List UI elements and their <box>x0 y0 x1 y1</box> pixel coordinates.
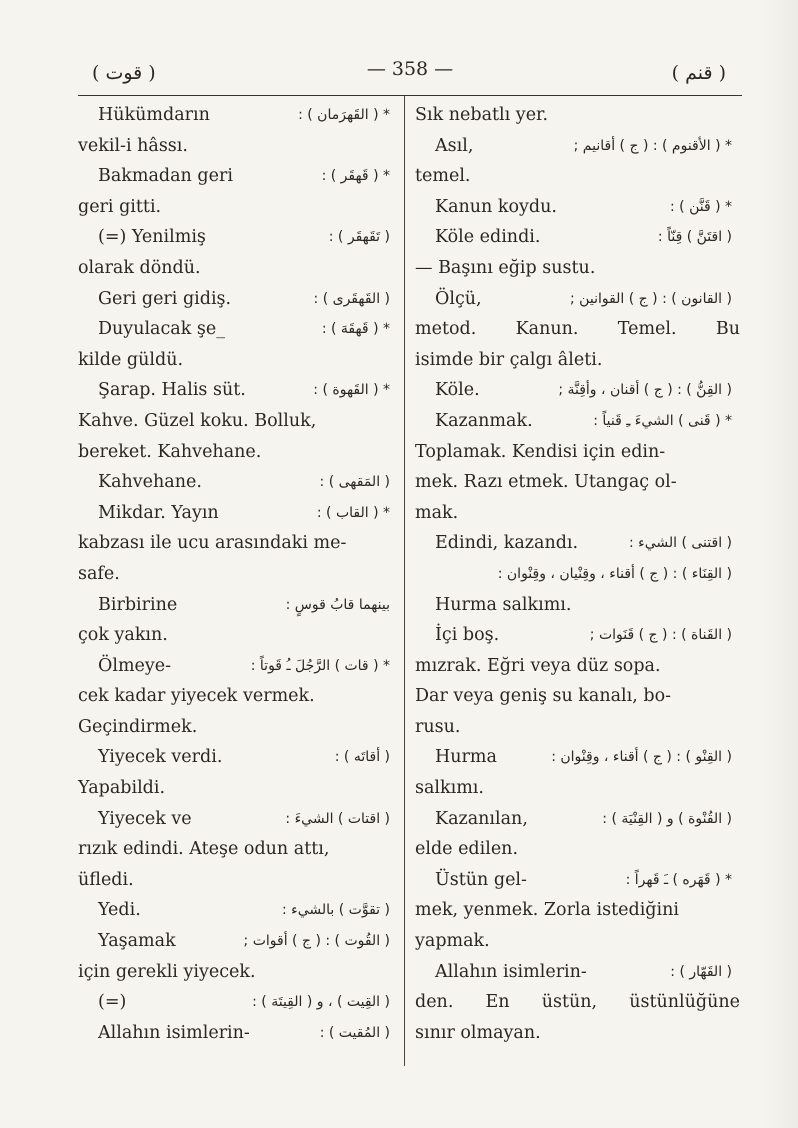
dictionary-line <box>415 865 740 896</box>
dictionary-line <box>415 957 740 988</box>
turkish-definition: elde edilen. <box>415 839 519 860</box>
turkish-definition: (=) Yenilmiş <box>98 227 206 248</box>
dictionary-line <box>78 192 398 223</box>
dictionary-line <box>78 406 398 437</box>
turkish-definition: kilde güldü. <box>78 349 184 370</box>
dictionary-line <box>78 345 398 376</box>
arabic-headword: ( القِنْو ) : ( ج ) أقناء ، وقِنْوان : <box>551 749 732 766</box>
turkish-definition: Köle. <box>435 380 480 401</box>
turkish-definition: Duyulacak şe_ <box>98 319 225 340</box>
turkish-definition: Ölmeye- <box>98 655 172 676</box>
turkish-definition: Kazanılan, <box>435 808 528 829</box>
turkish-definition: Hükümdarın <box>98 105 210 125</box>
turkish-definition: vekil-i hâssı. <box>78 135 188 156</box>
dictionary-line <box>415 1018 740 1049</box>
dictionary-line <box>78 498 398 529</box>
dictionary-line <box>415 192 740 223</box>
turkish-definition: Geçindirmek. <box>78 716 198 737</box>
turkish-definition: olarak döndü. <box>78 257 201 278</box>
turkish-definition: İçi boş. <box>435 625 500 646</box>
turkish-definition: sınır olmayan. <box>415 1022 541 1043</box>
turkish-definition: geri gitti. <box>78 196 162 217</box>
dictionary-line <box>78 865 398 896</box>
dictionary-line <box>415 284 740 315</box>
dictionary-line <box>415 926 740 957</box>
turkish-definition: çok yakın. <box>78 625 168 646</box>
turkish-definition: Allahın isimlerin- <box>98 1022 250 1043</box>
turkish-definition: Yedi. <box>98 900 141 921</box>
dictionary-line <box>78 375 398 406</box>
dictionary-line <box>415 100 740 131</box>
dictionary-line <box>78 987 398 1018</box>
turkish-definition: Sık nebatlı yer. <box>415 105 549 125</box>
dictionary-line <box>78 100 398 131</box>
dictionary-line <box>78 437 398 468</box>
arabic-headword: * ( القَهرَمان ) : <box>298 107 390 123</box>
dictionary-line <box>415 651 740 682</box>
arabic-headword: ( المُقيت ) : <box>319 1024 390 1041</box>
turkish-definition: Dar veya geniş su kanalı, bo- <box>415 686 672 707</box>
turkish-definition: Üstün gel- <box>435 869 527 890</box>
turkish-definition: bereket. Kahvehane. <box>78 441 262 462</box>
turkish-definition: Geri geri gidiş. <box>98 288 232 309</box>
dictionary-line <box>415 314 740 345</box>
turkish-definition: Yiyecek ve <box>98 808 192 829</box>
arabic-headword: * ( قَهَره ) ـَ قَهراً : <box>625 871 732 888</box>
dictionary-line <box>78 590 398 621</box>
arabic-headword: ( المَقهى ) : <box>319 474 390 491</box>
dictionary-line <box>78 222 398 253</box>
arabic-headword: ( القُنْوة ) و ( القِنْيَة ) : <box>602 810 732 827</box>
dictionary-line <box>415 467 740 498</box>
page-edge-shadow <box>764 0 798 1128</box>
dictionary-line <box>78 957 398 988</box>
turkish-definition: Asıl, <box>435 135 474 156</box>
turkish-definition: rızık edindi. Ateşe odun attı, <box>78 839 330 860</box>
dictionary-line <box>78 926 398 957</box>
dictionary-line <box>78 620 398 651</box>
arabic-headword: * ( القاب ) : <box>316 504 390 521</box>
turkish-definition: mek, yenmek. Zorla istediğini <box>415 900 679 921</box>
arabic-headword: * ( القَهوة ) : <box>313 382 390 399</box>
turkish-definition: den. En üstün, üstünlüğüne <box>415 992 740 1013</box>
turkish-definition: kabzası ile ucu arasındaki me- <box>78 533 347 554</box>
arabic-headword: * ( قَنى ) الشيءَ ـِ قَنياً : <box>593 412 732 429</box>
arabic-headword: * ( قَهقَهَ ) : <box>321 321 390 338</box>
dictionary-line <box>78 467 398 498</box>
dictionary-line <box>415 834 740 865</box>
dictionary-line <box>78 253 398 284</box>
turkish-definition: cek kadar yiyecek vermek. <box>78 686 315 707</box>
dictionary-line <box>78 742 398 773</box>
page-number: — 358 — <box>366 58 454 80</box>
dictionary-line <box>78 314 398 345</box>
turkish-definition: Toplamak. Kendisi için edin- <box>415 441 666 462</box>
turkish-definition: isimde bir çalgı âleti. <box>415 349 603 370</box>
dictionary-line <box>415 712 740 743</box>
dictionary-line <box>78 131 398 162</box>
dictionary-line <box>415 895 740 926</box>
dictionary-line <box>415 498 740 529</box>
dictionary-line <box>78 528 398 559</box>
dictionary-line <box>78 161 398 192</box>
dictionary-line <box>415 742 740 773</box>
turkish-definition: rusu. <box>415 716 461 737</box>
dictionary-line <box>415 253 740 284</box>
dictionary-line <box>415 559 740 590</box>
dictionary-line <box>78 712 398 743</box>
turkish-definition: Edindi, kazandı. <box>435 533 579 554</box>
dictionary-line <box>415 161 740 192</box>
dictionary-line <box>78 1018 398 1049</box>
arabic-headword: ( القِيت ) ، و ( القِيتَة ) : <box>252 994 390 1011</box>
turkish-definition: Yiyecek verdi. <box>98 747 223 768</box>
dictionary-line <box>415 406 740 437</box>
dictionary-line <box>78 895 398 926</box>
arabic-headword: ( تقوَّت ) بالشيء : <box>281 902 390 919</box>
turkish-definition: temel. <box>415 166 471 187</box>
arabic-headword: ( القُوت ) : ( ج ) أقوات ; <box>243 933 390 950</box>
arabic-headword: ( القَهقَرى ) : <box>313 290 390 307</box>
turkish-definition: Kahve. Güzel koku. Bolluk, <box>78 410 317 431</box>
turkish-definition: Yapabildi. <box>78 778 166 799</box>
dictionary-line <box>78 284 398 315</box>
arabic-headword: ( القِنَاء ) : ( ج ) أقناء ، وقِنْيان ، وقِنْوان : <box>497 565 732 582</box>
turkish-definition: metod. Kanun. Temel. Bu <box>415 319 740 340</box>
dictionary-line <box>415 437 740 468</box>
turkish-definition: Ölçü, <box>435 288 482 309</box>
dictionary-line <box>415 681 740 712</box>
arabic-headword: * ( الأقنوم ) : ( ج ) أقانيم ; <box>573 137 732 154</box>
arabic-headword: ( القِنُّ ) : ( ج ) أقنان ، وأقِنَّة ; <box>558 382 732 399</box>
turkish-definition: mak. <box>415 502 459 523</box>
arabic-headword: * ( قَنَّن ) : <box>669 198 732 215</box>
turkish-definition: yapmak. <box>415 931 490 952</box>
arabic-headword: ( القَهّار ) : <box>670 963 732 980</box>
dictionary-line <box>78 681 398 712</box>
dictionary-line <box>415 804 740 835</box>
arabic-headword: ( اقتنى ) الشيء : <box>628 535 732 552</box>
turkish-definition: Bakmadan geri <box>98 166 233 187</box>
arabic-headword: ( تَقَهقَر ) : <box>328 229 390 246</box>
column-divider <box>404 96 405 1066</box>
turkish-definition: Şarap. Halis süt. <box>98 380 246 401</box>
turkish-definition: Kazanmak. <box>435 410 533 431</box>
turkish-definition: Hurma salkımı. <box>435 594 572 615</box>
turkish-definition: için gerekli yiyecek. <box>78 961 256 982</box>
turkish-definition: Kahvehane. <box>98 472 202 493</box>
arabic-headword: * ( قات ) الرَّجُلَ ـُ قَوتاً : <box>250 657 390 674</box>
dictionary-line <box>78 834 398 865</box>
dictionary-line <box>78 804 398 835</box>
turkish-definition: Allahın isimlerin- <box>435 961 587 982</box>
left-column <box>78 100 398 1048</box>
dictionary-line <box>415 222 740 253</box>
turkish-definition: — Başını eğip sustu. <box>415 257 596 278</box>
turkish-definition: Yaşamak <box>98 931 176 952</box>
dictionary-line <box>415 345 740 376</box>
dictionary-line <box>78 651 398 682</box>
arabic-headword: بينهما قابُ قوسٍ : <box>285 596 390 613</box>
arabic-headword: ( القانون ) : ( ج ) القوانين ; <box>570 290 732 307</box>
dictionary-line <box>78 559 398 590</box>
turkish-definition: mek. Razı etmek. Utangaç ol- <box>415 472 677 493</box>
turkish-definition: Mikdar. Yayın <box>98 502 219 523</box>
dictionary-line <box>415 528 740 559</box>
dictionary-line <box>78 773 398 804</box>
turkish-definition: mızrak. Eğri veya düz sopa. <box>415 655 661 676</box>
arabic-headword: * ( قَهقَر ) : <box>321 168 390 185</box>
turkish-definition: Birbirine <box>98 594 178 615</box>
dictionary-line <box>415 620 740 651</box>
arabic-headword: ( اقتَنَّ ) قِنّاً : <box>657 229 732 246</box>
dictionary-line <box>415 131 740 162</box>
dictionary-line <box>415 590 740 621</box>
turkish-definition: Köle edindi. <box>435 227 541 248</box>
arabic-headword: ( اقتات ) الشيءَ : <box>285 810 390 827</box>
arabic-headword: ( أقاتَه ) : <box>334 749 390 766</box>
arabic-headword: ( القَناة ) : ( ج ) قَنَوات ; <box>589 627 732 644</box>
dictionary-line <box>415 773 740 804</box>
header-left-entry-range: ( قوت ) <box>92 62 156 84</box>
right-column <box>415 100 740 1048</box>
turkish-definition: (=) <box>98 992 127 1013</box>
turkish-definition: Hurma <box>435 747 497 768</box>
page-header <box>78 58 742 88</box>
dictionary-line <box>415 987 740 1018</box>
turkish-definition: salkımı. <box>415 778 484 799</box>
turkish-definition: safe. <box>78 563 120 584</box>
header-rule <box>78 95 742 96</box>
dictionary-line <box>415 375 740 406</box>
turkish-definition: üfledi. <box>78 869 134 890</box>
turkish-definition: Kanun koydu. <box>435 196 557 217</box>
header-right-entry-range: ( قنم ) <box>671 62 726 84</box>
